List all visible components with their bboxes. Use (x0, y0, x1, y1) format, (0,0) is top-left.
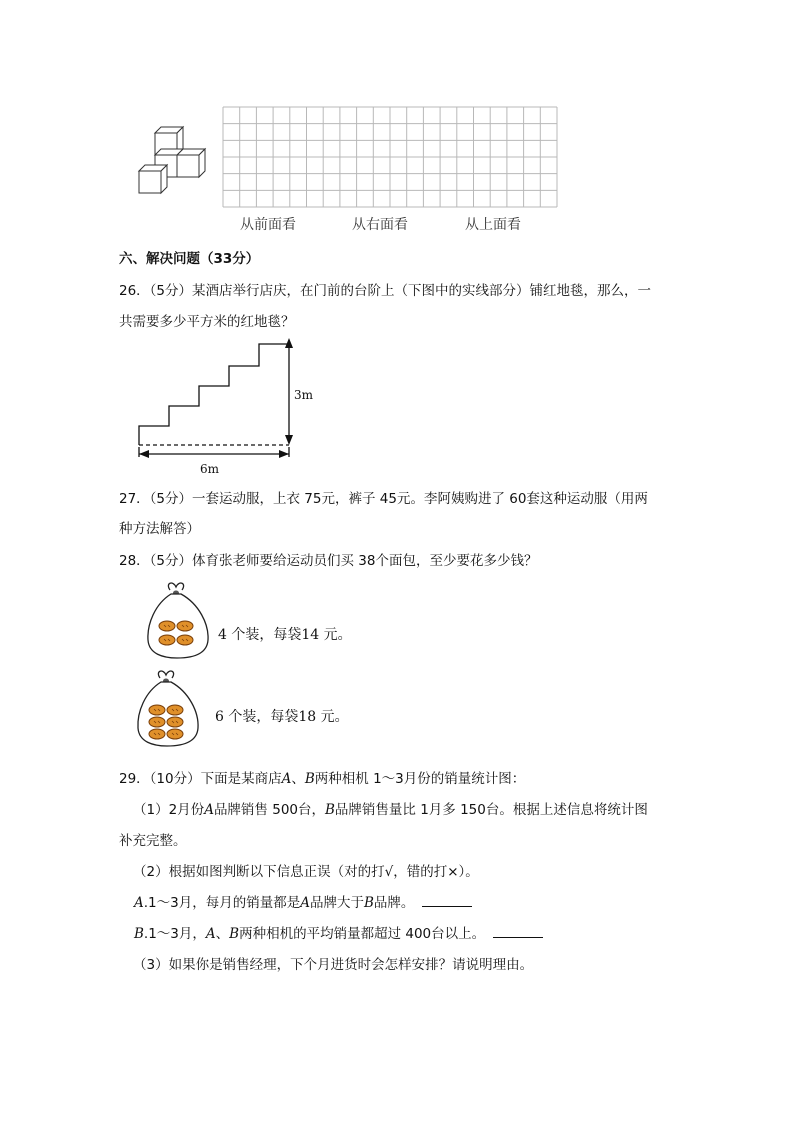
bag-knot (158, 671, 173, 678)
q29-part1-line2: 补充完整。 (119, 833, 187, 849)
bread-bag-6-pack (133, 668, 203, 752)
view-label-right: 从右面看 (352, 217, 408, 233)
bag2-label: 6 个装，每袋18 元。 (215, 709, 349, 725)
cube-stack-figure (135, 125, 210, 197)
q28-text: 28．（5分）体育张老师要给运动员们买 38个面包，至少要花多少钱？ (119, 553, 538, 569)
height-label: 3m (294, 388, 314, 402)
view-label-front: 从前面看 (240, 217, 296, 233)
answer-blank-a[interactable] (422, 894, 472, 907)
staircase-diagram (130, 335, 330, 480)
q29-option-a: A.1～3月，每月的销量都是A品牌大于B品牌。 (134, 894, 472, 912)
bread-icon (167, 717, 183, 727)
bread-icon (177, 621, 193, 631)
bread-icon (149, 705, 165, 715)
view-label-top: 从上面看 (465, 217, 521, 233)
section-title: 六、解决问题（33分） (119, 251, 260, 267)
brand-a: A (281, 771, 292, 787)
drawing-grid[interactable] (222, 106, 558, 208)
q29-part3: （3）如果你是销售经理，下个月进货时会怎样安排？请说明理由。 (133, 957, 534, 973)
q27-text-line1: 27．（5分）一套运动服，上衣 75元，裤子 45元。李阿姨购进了 60套这种运动服（用两 (119, 491, 648, 507)
q26-text-line1: 26．（5分）某酒店举行店庆，在门前的台阶上（下图中的实线部分）铺红地毯，那么，一 (119, 283, 652, 299)
q29-part1-line1: （1）2月份A品牌销售 500台，B品牌销售量比 1月多 150台。根据上述信息将统计图 (133, 802, 648, 818)
width-arrowhead-left (139, 450, 149, 458)
height-arrowhead-top (285, 338, 293, 348)
staircase-outline (139, 344, 289, 445)
q26-text-line2: 共需要多少平方米的红地毯？ (119, 314, 295, 330)
brand-b: B (304, 771, 315, 787)
bread-icon (149, 717, 165, 727)
width-arrowhead-right (279, 450, 289, 458)
bread-icon (177, 635, 193, 645)
bread-bag-4-pack (143, 580, 213, 662)
bread-icon (159, 621, 175, 631)
height-arrowhead-bottom (285, 435, 293, 445)
bread-icon (149, 729, 165, 739)
q29-part2: （2）根据如图判断以下信息正误（对的打√，错的打×）。 (133, 864, 479, 880)
answer-blank-b[interactable] (493, 925, 543, 938)
bag1-label: 4 个装，每袋14 元。 (218, 627, 352, 643)
q29-option-b: B.1～3月，A、B两种相机的平均销量都超过 400台以上。 (134, 925, 543, 943)
q29-intro: 29．（10分）下面是某商店A、B两种相机 1～3月份的销量统计图： (119, 771, 526, 787)
bread-icon (159, 635, 175, 645)
bread-icon (167, 705, 183, 715)
bag-knot (168, 583, 183, 590)
width-label: 6m (200, 462, 220, 476)
q27-text-line2: 种方法解答） (119, 521, 200, 537)
bread-icon (167, 729, 183, 739)
